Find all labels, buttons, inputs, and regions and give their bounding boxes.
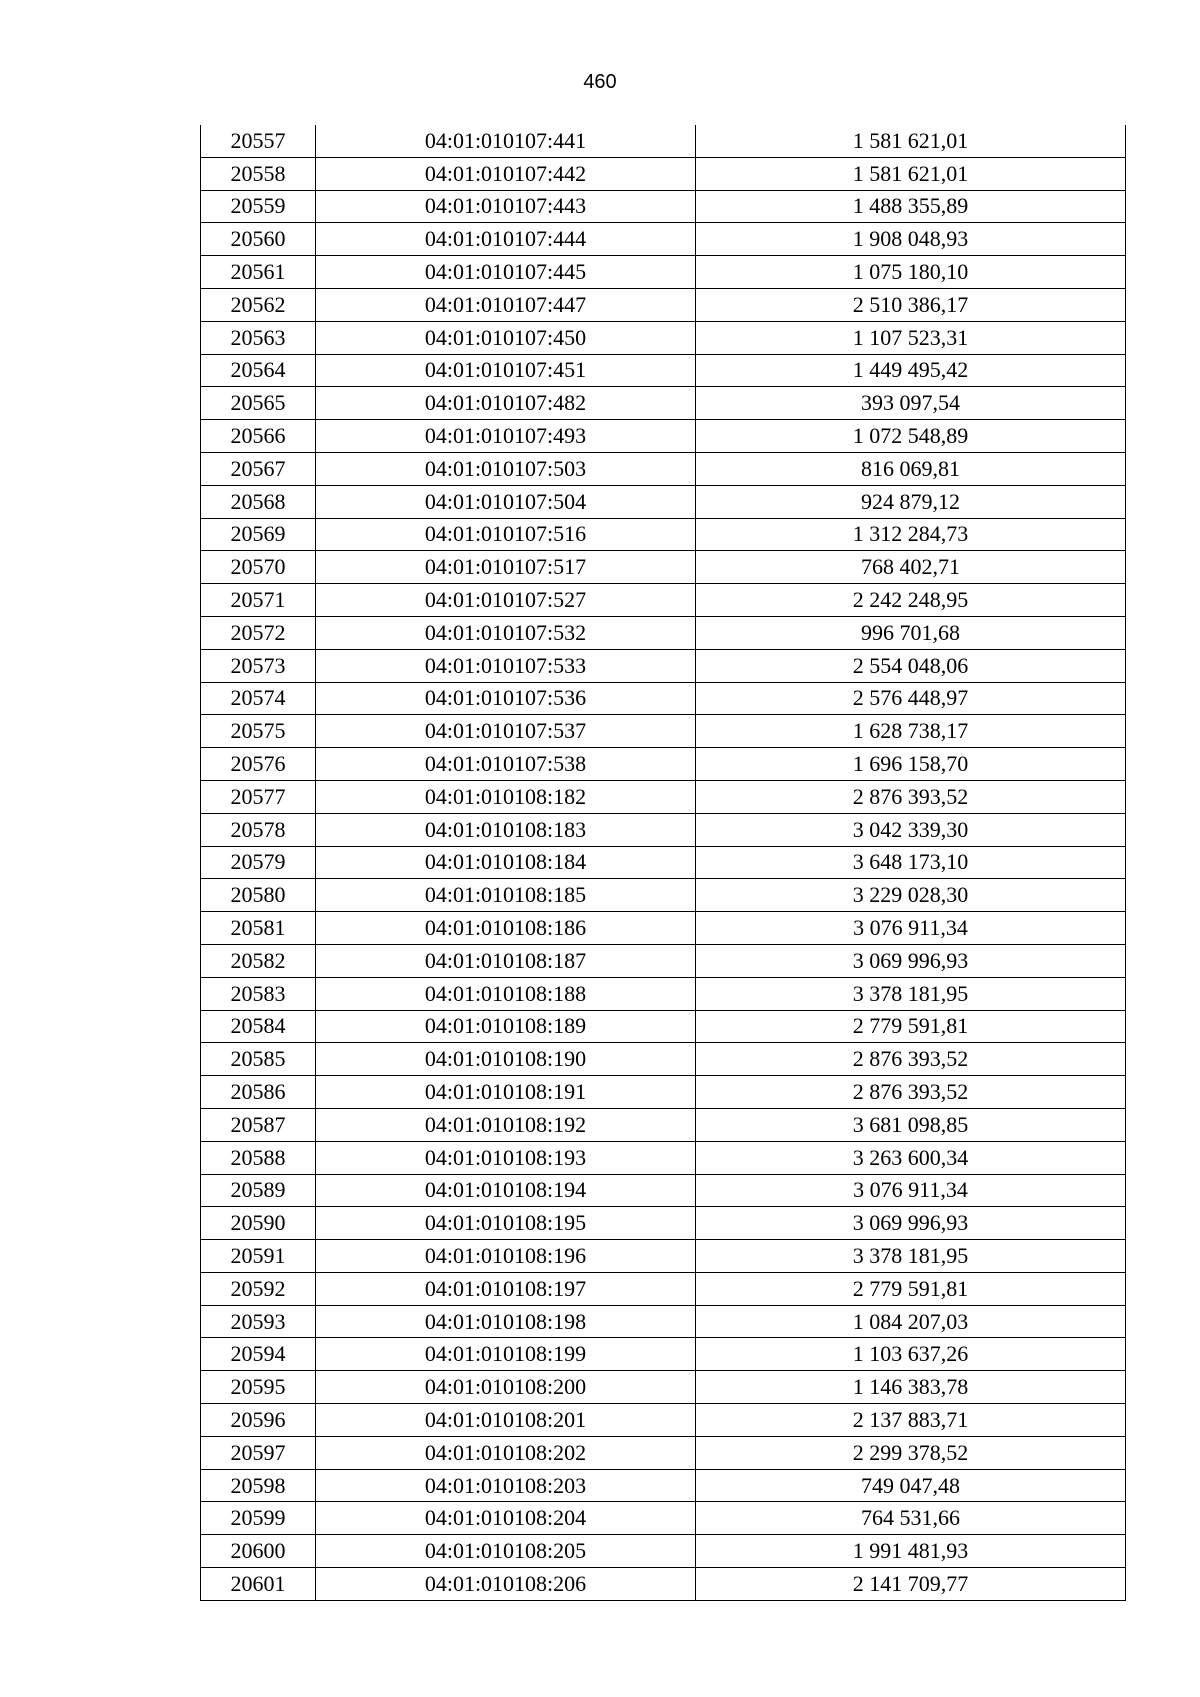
cadastral-number-cell: 04:01:010108:190 <box>316 1043 696 1076</box>
table-row <box>201 1338 1126 1371</box>
row-number-cell: 20562 <box>201 288 316 321</box>
cadastral-number-cell: 04:01:010107:493 <box>316 420 696 453</box>
cadastral-number-cell: 04:01:010107:442 <box>316 157 696 190</box>
cadastral-value-cell: 2 554 048,06 <box>696 649 1126 682</box>
table-row <box>201 354 1126 387</box>
table-row <box>201 1240 1126 1273</box>
cadastral-number-cell: 04:01:010107:447 <box>316 288 696 321</box>
row-number-cell: 20600 <box>201 1535 316 1568</box>
table-row <box>201 288 1126 321</box>
table-row <box>201 1043 1126 1076</box>
cadastral-number-cell: 04:01:010108:203 <box>316 1469 696 1502</box>
table-row <box>201 1076 1126 1109</box>
cadastral-number-cell: 04:01:010107:504 <box>316 485 696 518</box>
row-number-cell: 20586 <box>201 1076 316 1109</box>
cadastral-number-cell: 04:01:010108:189 <box>316 1010 696 1043</box>
table-row <box>201 780 1126 813</box>
cadastral-value-cell: 2 510 386,17 <box>696 288 1126 321</box>
table-row <box>201 125 1126 157</box>
row-number-cell: 20584 <box>201 1010 316 1043</box>
table-row <box>201 649 1126 682</box>
row-number-cell: 20572 <box>201 616 316 649</box>
cadastral-number-cell: 04:01:010108:185 <box>316 879 696 912</box>
cadastral-value-cell: 2 876 393,52 <box>696 1043 1126 1076</box>
cadastral-value-cell: 1 696 158,70 <box>696 748 1126 781</box>
cadastral-value-cell: 1 908 048,93 <box>696 223 1126 256</box>
table-row <box>201 1010 1126 1043</box>
table-row <box>201 1469 1126 1502</box>
cadastral-number-cell: 04:01:010108:204 <box>316 1502 696 1535</box>
cadastral-value-cell: 816 069,81 <box>696 452 1126 485</box>
row-number-cell: 20591 <box>201 1240 316 1273</box>
cadastral-value-cell: 1 488 355,89 <box>696 190 1126 223</box>
row-number-cell: 20597 <box>201 1436 316 1469</box>
cadastral-value-cell: 3 681 098,85 <box>696 1108 1126 1141</box>
row-number-cell: 20601 <box>201 1568 316 1601</box>
cadastral-value-cell: 1 072 548,89 <box>696 420 1126 453</box>
cadastral-number-cell: 04:01:010108:186 <box>316 912 696 945</box>
cadastral-number-cell: 04:01:010108:199 <box>316 1338 696 1371</box>
cadastral-value-cell: 3 069 996,93 <box>696 944 1126 977</box>
cadastral-number-cell: 04:01:010107:451 <box>316 354 696 387</box>
cadastral-value-cell: 3 076 911,34 <box>696 912 1126 945</box>
cadastral-value-cell: 3 229 028,30 <box>696 879 1126 912</box>
table-row <box>201 813 1126 846</box>
row-number-cell: 20590 <box>201 1207 316 1240</box>
table-body <box>201 125 1126 1600</box>
table-row <box>201 846 1126 879</box>
table-row <box>201 1207 1126 1240</box>
row-number-cell: 20593 <box>201 1305 316 1338</box>
cadastral-number-cell: 04:01:010108:182 <box>316 780 696 813</box>
table-row <box>201 190 1126 223</box>
cadastral-value-cell: 1 991 481,93 <box>696 1535 1126 1568</box>
cadastral-number-cell: 04:01:010108:193 <box>316 1141 696 1174</box>
cadastral-value-cell: 1 628 738,17 <box>696 715 1126 748</box>
cadastral-number-cell: 04:01:010108:184 <box>316 846 696 879</box>
table-row <box>201 1502 1126 1535</box>
cadastral-value-cell: 3 378 181,95 <box>696 977 1126 1010</box>
row-number-cell: 20576 <box>201 748 316 781</box>
cadastral-number-cell: 04:01:010108:191 <box>316 1076 696 1109</box>
cadastral-value-table <box>200 125 1126 1601</box>
cadastral-number-cell: 04:01:010108:200 <box>316 1371 696 1404</box>
table-row <box>201 1535 1126 1568</box>
row-number-cell: 20559 <box>201 190 316 223</box>
cadastral-number-cell: 04:01:010108:196 <box>316 1240 696 1273</box>
cadastral-number-cell: 04:01:010107:444 <box>316 223 696 256</box>
cadastral-number-cell: 04:01:010108:183 <box>316 813 696 846</box>
cadastral-number-cell: 04:01:010108:201 <box>316 1404 696 1437</box>
cadastral-number-cell: 04:01:010108:187 <box>316 944 696 977</box>
cadastral-number-cell: 04:01:010108:205 <box>316 1535 696 1568</box>
cadastral-number-cell: 04:01:010108:197 <box>316 1272 696 1305</box>
cadastral-value-cell: 1 312 284,73 <box>696 518 1126 551</box>
row-number-cell: 20557 <box>201 125 316 157</box>
row-number-cell: 20567 <box>201 452 316 485</box>
cadastral-number-cell: 04:01:010108:195 <box>316 1207 696 1240</box>
table-row <box>201 256 1126 289</box>
cadastral-number-cell: 04:01:010107:538 <box>316 748 696 781</box>
row-number-cell: 20592 <box>201 1272 316 1305</box>
cadastral-value-cell: 3 076 911,34 <box>696 1174 1126 1207</box>
cadastral-value-cell: 768 402,71 <box>696 551 1126 584</box>
row-number-cell: 20587 <box>201 1108 316 1141</box>
cadastral-value-cell: 924 879,12 <box>696 485 1126 518</box>
cadastral-value-cell: 1 075 180,10 <box>696 256 1126 289</box>
table-row <box>201 1174 1126 1207</box>
row-number-cell: 20573 <box>201 649 316 682</box>
cadastral-value-cell: 2 779 591,81 <box>696 1010 1126 1043</box>
row-number-cell: 20570 <box>201 551 316 584</box>
table-row <box>201 1371 1126 1404</box>
cadastral-value-cell: 996 701,68 <box>696 616 1126 649</box>
row-number-cell: 20569 <box>201 518 316 551</box>
cadastral-value-cell: 1 146 383,78 <box>696 1371 1126 1404</box>
cadastral-value-cell: 1 103 637,26 <box>696 1338 1126 1371</box>
row-number-cell: 20571 <box>201 584 316 617</box>
cadastral-value-cell: 764 531,66 <box>696 1502 1126 1535</box>
table-row <box>201 452 1126 485</box>
table-row <box>201 551 1126 584</box>
table-row <box>201 1272 1126 1305</box>
row-number-cell: 20566 <box>201 420 316 453</box>
row-number-cell: 20585 <box>201 1043 316 1076</box>
row-number-cell: 20588 <box>201 1141 316 1174</box>
cadastral-value-cell: 2 576 448,97 <box>696 682 1126 715</box>
table-row <box>201 879 1126 912</box>
table-row <box>201 912 1126 945</box>
row-number-cell: 20565 <box>201 387 316 420</box>
cadastral-number-cell: 04:01:010108:202 <box>316 1436 696 1469</box>
row-number-cell: 20599 <box>201 1502 316 1535</box>
cadastral-value-cell: 1 449 495,42 <box>696 354 1126 387</box>
page-number: 460 <box>583 71 617 93</box>
cadastral-number-cell: 04:01:010107:445 <box>316 256 696 289</box>
row-number-cell: 20578 <box>201 813 316 846</box>
row-number-cell: 20582 <box>201 944 316 977</box>
table-row <box>201 715 1126 748</box>
cadastral-number-cell: 04:01:010107:527 <box>316 584 696 617</box>
cadastral-number-cell: 04:01:010108:194 <box>316 1174 696 1207</box>
cadastral-number-cell: 04:01:010108:198 <box>316 1305 696 1338</box>
cadastral-number-cell: 04:01:010107:482 <box>316 387 696 420</box>
cadastral-number-cell: 04:01:010108:188 <box>316 977 696 1010</box>
row-number-cell: 20589 <box>201 1174 316 1207</box>
row-number-cell: 20568 <box>201 485 316 518</box>
cadastral-value-cell: 393 097,54 <box>696 387 1126 420</box>
cadastral-value-cell: 3 378 181,95 <box>696 1240 1126 1273</box>
cadastral-number-cell: 04:01:010107:532 <box>316 616 696 649</box>
table-row <box>201 944 1126 977</box>
table-row <box>201 616 1126 649</box>
table-row <box>201 977 1126 1010</box>
cadastral-number-cell: 04:01:010107:516 <box>316 518 696 551</box>
cadastral-value-cell: 1 084 207,03 <box>696 1305 1126 1338</box>
table-row <box>201 485 1126 518</box>
cadastral-value-cell: 1 581 621,01 <box>696 125 1126 157</box>
table-row <box>201 1436 1126 1469</box>
row-number-cell: 20596 <box>201 1404 316 1437</box>
cadastral-value-cell: 1 107 523,31 <box>696 321 1126 354</box>
cadastral-value-cell: 2 876 393,52 <box>696 780 1126 813</box>
table-row <box>201 1404 1126 1437</box>
cadastral-value-cell: 2 242 248,95 <box>696 584 1126 617</box>
table-row <box>201 682 1126 715</box>
row-number-cell: 20598 <box>201 1469 316 1502</box>
row-number-cell: 20579 <box>201 846 316 879</box>
cadastral-value-cell: 1 581 621,01 <box>696 157 1126 190</box>
cadastral-value-cell: 2 141 709,77 <box>696 1568 1126 1601</box>
cadastral-number-cell: 04:01:010107:450 <box>316 321 696 354</box>
cadastral-value-cell: 3 042 339,30 <box>696 813 1126 846</box>
table-row <box>201 1305 1126 1338</box>
cadastral-number-cell: 04:01:010107:517 <box>316 551 696 584</box>
row-number-cell: 20558 <box>201 157 316 190</box>
row-number-cell: 20594 <box>201 1338 316 1371</box>
cadastral-number-cell: 04:01:010107:537 <box>316 715 696 748</box>
row-number-cell: 20563 <box>201 321 316 354</box>
cadastral-value-cell: 2 299 378,52 <box>696 1436 1126 1469</box>
row-number-cell: 20595 <box>201 1371 316 1404</box>
cadastral-number-cell: 04:01:010108:206 <box>316 1568 696 1601</box>
table-row <box>201 157 1126 190</box>
cadastral-value-cell: 749 047,48 <box>696 1469 1126 1502</box>
row-number-cell: 20574 <box>201 682 316 715</box>
cadastral-number-cell: 04:01:010107:443 <box>316 190 696 223</box>
cadastral-number-cell: 04:01:010107:533 <box>316 649 696 682</box>
row-number-cell: 20575 <box>201 715 316 748</box>
row-number-cell: 20580 <box>201 879 316 912</box>
table-row <box>201 1108 1126 1141</box>
cadastral-value-cell: 2 779 591,81 <box>696 1272 1126 1305</box>
cadastral-value-cell: 3 069 996,93 <box>696 1207 1126 1240</box>
table-row <box>201 420 1126 453</box>
row-number-cell: 20581 <box>201 912 316 945</box>
cadastral-number-cell: 04:01:010107:503 <box>316 452 696 485</box>
row-number-cell: 20577 <box>201 780 316 813</box>
table-row <box>201 387 1126 420</box>
cadastral-value-cell: 2 137 883,71 <box>696 1404 1126 1437</box>
cadastral-number-cell: 04:01:010107:536 <box>316 682 696 715</box>
cadastral-value-cell: 2 876 393,52 <box>696 1076 1126 1109</box>
cadastral-value-cell: 3 263 600,34 <box>696 1141 1126 1174</box>
table-row <box>201 748 1126 781</box>
cadastral-value-cell: 3 648 173,10 <box>696 846 1126 879</box>
cadastral-number-cell: 04:01:010108:192 <box>316 1108 696 1141</box>
cadastral-number-cell: 04:01:010107:441 <box>316 125 696 157</box>
table-row <box>201 223 1126 256</box>
table-row <box>201 321 1126 354</box>
table-row <box>201 518 1126 551</box>
row-number-cell: 20560 <box>201 223 316 256</box>
table-row <box>201 584 1126 617</box>
row-number-cell: 20583 <box>201 977 316 1010</box>
table-row <box>201 1568 1126 1601</box>
row-number-cell: 20561 <box>201 256 316 289</box>
row-number-cell: 20564 <box>201 354 316 387</box>
table-row <box>201 1141 1126 1174</box>
